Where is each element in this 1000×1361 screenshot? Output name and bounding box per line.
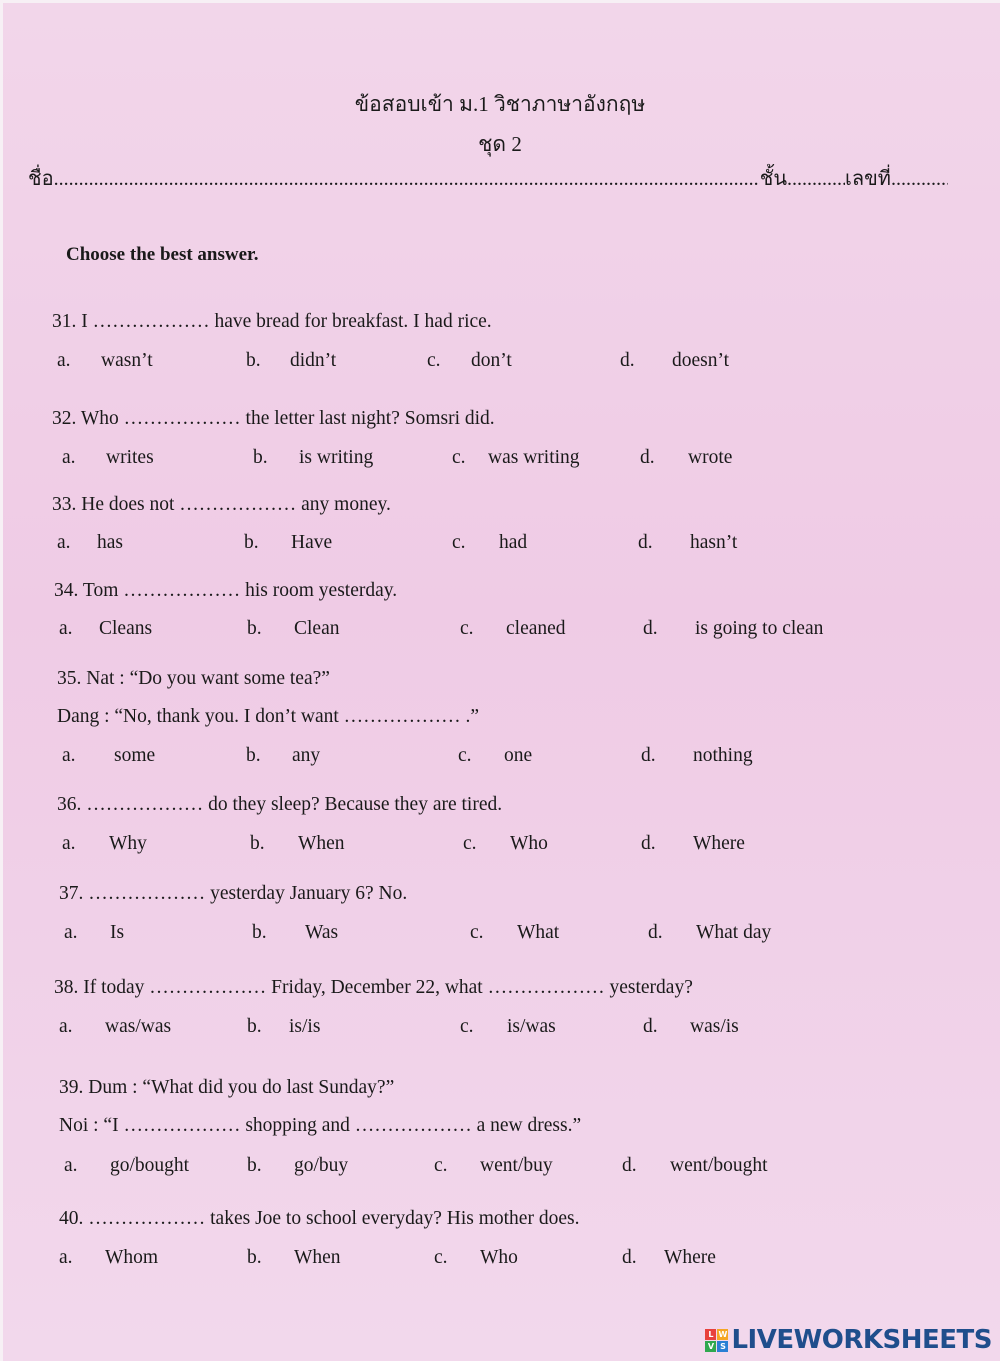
option-37c[interactable]: c. What	[470, 922, 560, 943]
number-blank[interactable]	[891, 168, 948, 191]
name-blank[interactable]	[54, 168, 760, 191]
question-39: 39. Dum : “What did you do last Sunday?”	[59, 1077, 395, 1098]
option-40b[interactable]: b. When	[247, 1247, 341, 1268]
option-37b[interactable]: b. Was	[252, 922, 339, 943]
option-33d[interactable]: d. hasn’t	[638, 532, 738, 553]
option-39d[interactable]: d. went/bought	[622, 1155, 768, 1176]
student-info-line	[28, 162, 948, 194]
option-40d[interactable]: d. Where	[622, 1247, 716, 1268]
logo-block: L	[705, 1329, 716, 1340]
question-37: 37. ……………… yesterday January 6? No.	[59, 883, 408, 904]
option-37a[interactable]: a. Is	[64, 922, 125, 943]
option-33b[interactable]: b. Have	[244, 532, 333, 553]
option-39c[interactable]: c. went/buy	[434, 1155, 553, 1176]
class-label: ชั้น	[759, 168, 788, 190]
question-31: 31. I ……………… have bread for breakfast. I had rice.	[52, 311, 492, 332]
option-31a[interactable]: a. wasn’t	[57, 350, 153, 371]
page-title: ข้อสอบเข้า ม.1 วิชาภาษาอังกฤษ	[354, 92, 646, 116]
option-39b[interactable]: b. go/buy	[247, 1155, 349, 1176]
option-32a[interactable]: a. writes	[62, 447, 154, 468]
name-label: ชื่อ	[28, 168, 54, 190]
option-39a[interactable]: a. go/bought	[64, 1155, 190, 1176]
page-subtitle: ชุด 2	[478, 132, 522, 156]
logo-block: S	[717, 1341, 728, 1352]
option-38b[interactable]: b. is/is	[247, 1016, 321, 1037]
option-36b[interactable]: b. When	[250, 833, 345, 854]
question-33: 33. He does not ……………… any money.	[52, 494, 391, 515]
option-34b[interactable]: b. Clean	[247, 618, 340, 639]
logo-block: W	[718, 1329, 728, 1339]
option-33a[interactable]: a. has	[57, 532, 123, 553]
option-34a[interactable]: a. Cleans	[59, 618, 153, 639]
option-31b[interactable]: b. didn’t	[246, 350, 337, 371]
logo-blocks-icon	[705, 1329, 728, 1352]
option-32c[interactable]: c. was writing	[452, 447, 580, 468]
instruction: Choose the best answer.	[66, 244, 259, 265]
option-31d[interactable]: d. doesn’t	[620, 350, 730, 371]
question-32: 32. Who ……………… the letter last night? Somsri did.	[52, 408, 495, 429]
option-36c[interactable]: c. Who	[463, 833, 548, 854]
question-38: 38. If today ……………… Friday, December 22, what ……………… yesterday?	[54, 977, 693, 998]
question-40: 40. ……………… takes Joe to school everyday? His mother does.	[59, 1208, 580, 1229]
option-40c[interactable]: c. Who	[434, 1247, 518, 1268]
option-31c[interactable]: c. don’t	[427, 350, 512, 371]
option-35d[interactable]: d. nothing	[641, 745, 753, 766]
question-35-line2: Dang : “No, thank you. I don’t want ……………… .”	[57, 706, 480, 727]
number-label: เลขที่	[845, 168, 891, 190]
option-36d[interactable]: d. Where	[641, 833, 745, 854]
question-35: 35. Nat : “Do you want some tea?”	[57, 668, 330, 689]
question-39-line2: Noi : “I ……………… shopping and ……………… a new dress.”	[59, 1115, 582, 1136]
option-34d[interactable]: d. is going to clean	[643, 618, 824, 639]
option-35c[interactable]: c. one	[458, 745, 533, 766]
question-34: 34. Tom ……………… his room yesterday.	[54, 580, 398, 601]
option-40a[interactable]: a. Whom	[59, 1247, 159, 1268]
liveworksheets-logo	[705, 1325, 992, 1355]
logo-wordmark: LIVEWORKSHEETS	[731, 1325, 992, 1355]
class-blank[interactable]	[787, 168, 845, 191]
logo-block: V	[705, 1341, 716, 1352]
option-36a[interactable]: a. Why	[62, 833, 147, 854]
option-38a[interactable]: a. was/was	[59, 1016, 172, 1037]
option-35b[interactable]: b. any	[246, 745, 321, 766]
option-34c[interactable]: c. cleaned	[460, 618, 566, 639]
option-32d[interactable]: d. wrote	[640, 447, 733, 468]
option-32b[interactable]: b. is writing	[253, 447, 374, 468]
option-37d[interactable]: d. What day	[648, 922, 772, 943]
option-35a[interactable]: a. some	[62, 745, 156, 766]
option-33c[interactable]: c. had	[452, 532, 528, 553]
option-38d[interactable]: d. was/is	[643, 1016, 739, 1037]
option-38c[interactable]: c. is/was	[460, 1016, 556, 1037]
question-36: 36. ……………… do they sleep? Because they are tired.	[57, 794, 503, 815]
